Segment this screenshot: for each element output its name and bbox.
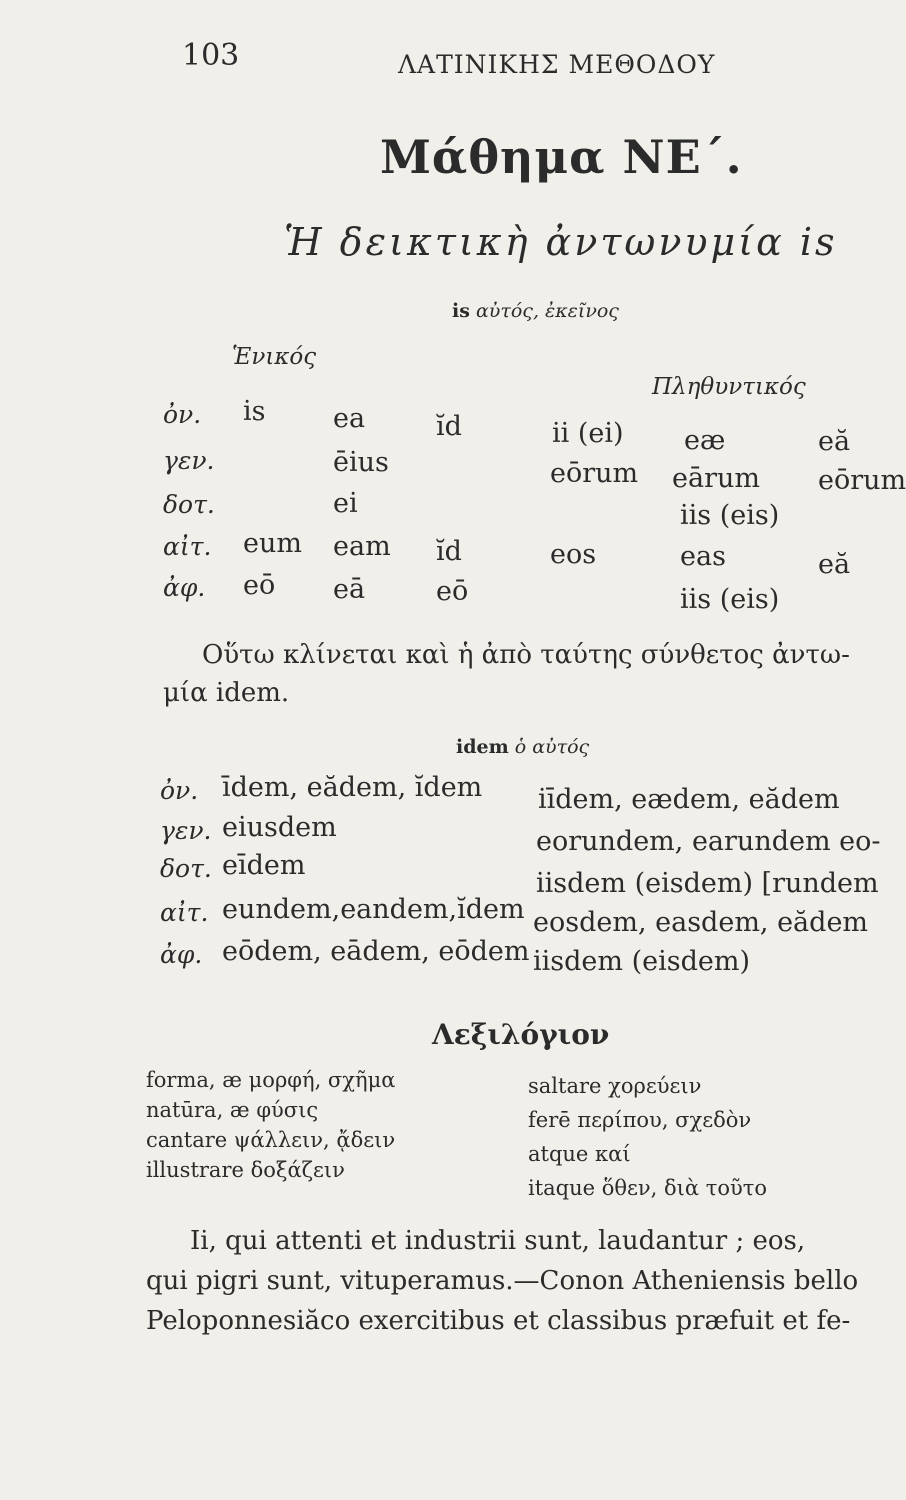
case-label: δοτ. [163,490,215,519]
section-title: Ἡ δεικτικὴ ἀντωνυμία is [284,220,838,264]
caption-latin: is [452,300,470,322]
table-cell: eum [243,528,302,559]
table-cell: ēius [333,447,389,478]
lesson-title: Μάθημα ΝΕ΄. [380,130,743,184]
table-cell: eæ [684,425,726,456]
paragraph-line-2: μία idem. [163,678,290,708]
plural-heading: Πληθυντικός [652,374,806,400]
table-cell: eā [333,574,366,605]
case-label: ἀφ. [163,573,206,602]
table-cell: is [243,396,266,427]
vocab-item: ferē περίπου, σχεδὸν [528,1108,752,1132]
table-cell: eas [680,541,726,572]
table-cell: iisdem (eisdem) [533,946,750,977]
table-cell: eam [333,531,391,562]
vocab-item: natūra, æ φύσις [146,1098,319,1122]
table-cell: ei [333,488,358,519]
page-number: 103 [182,38,240,73]
table-cell: eō [243,570,276,601]
caption-greek: ὁ αὐτός [514,736,590,758]
idem-caption [456,736,589,758]
table-cell: eă [818,426,851,457]
table-cell: ii (ei) [552,418,624,449]
running-title: ΛΑΤΙΝΙΚΗΣ ΜΕΘΟΔΟΥ [398,50,716,79]
table-cell: iis (eis) [680,500,780,531]
caption-greek: αὐτός, ἐκεῖνος [475,300,619,322]
case-label: ὀν. [160,776,199,805]
vocabulary-title: Λεξιλόγιον [432,1018,610,1051]
table-cell: eosdem, easdem, eădem [533,907,869,938]
table-cell: eīdem [222,850,306,881]
table-cell: ĭd [436,536,462,567]
vocab-item: illustrare δοξάζειν [146,1158,345,1182]
table-cell: eōdem, eādem, eōdem [222,936,530,967]
caption-latin: idem [456,736,509,758]
table-cell: iis (eis) [680,584,780,615]
case-label: δοτ. [160,854,212,883]
vocab-item: forma, æ μορφή, σχῆμα [146,1068,396,1092]
table-cell: eă [818,549,851,580]
table-cell: eōrum [550,458,639,489]
case-label: γεν. [160,816,212,845]
singular-heading: Ἑνικός [232,344,317,370]
table-cell: eōrum [818,465,906,496]
vocab-item: saltare χορεύειν [528,1074,702,1098]
case-label: αἰτ. [160,898,209,927]
table-cell: eārum [672,463,760,494]
table-cell: īdem, eădem, ĭdem [222,772,483,803]
paragraph-line-1: Οὕτω κλίνεται καὶ ἡ ἀπὸ ταύτης σύνθετος ἀντω- [202,640,850,670]
case-label: ὀν. [163,400,202,429]
table-cell: eorundem, earundem eo- [536,826,881,857]
section-caption [452,300,619,322]
table-cell: ea [333,403,366,434]
vocab-item: atque καί [528,1142,631,1166]
case-label: γεν. [163,446,215,475]
table-cell: eundem,eandem,ĭdem [222,894,525,925]
table-cell: eō [436,576,469,607]
exercise-line-1: Ii, qui attenti et industrii sunt, laudantur ; eos, [190,1226,806,1256]
case-label: ἀφ. [160,940,203,969]
exercise-line-3: Peloponnesiăco exercitibus et classibus præfuit et fe- [146,1306,851,1336]
exercise-line-2: qui pigri sunt, vituperamus.—Conon Atheniensis bello [146,1266,859,1296]
vocab-item: cantare ψάλλειν, ᾄδειν [146,1128,396,1152]
table-cell: iisdem (eisdem) [rundem [536,868,879,899]
table-cell: ĭd [436,411,462,442]
vocab-item: itaque ὅθεν, διὰ τοῦτο [528,1176,768,1200]
table-cell: eos [550,539,597,570]
table-cell: eiusdem [222,812,337,843]
table-cell: iīdem, eædem, eădem [538,784,840,815]
case-label: αἰτ. [163,532,212,561]
